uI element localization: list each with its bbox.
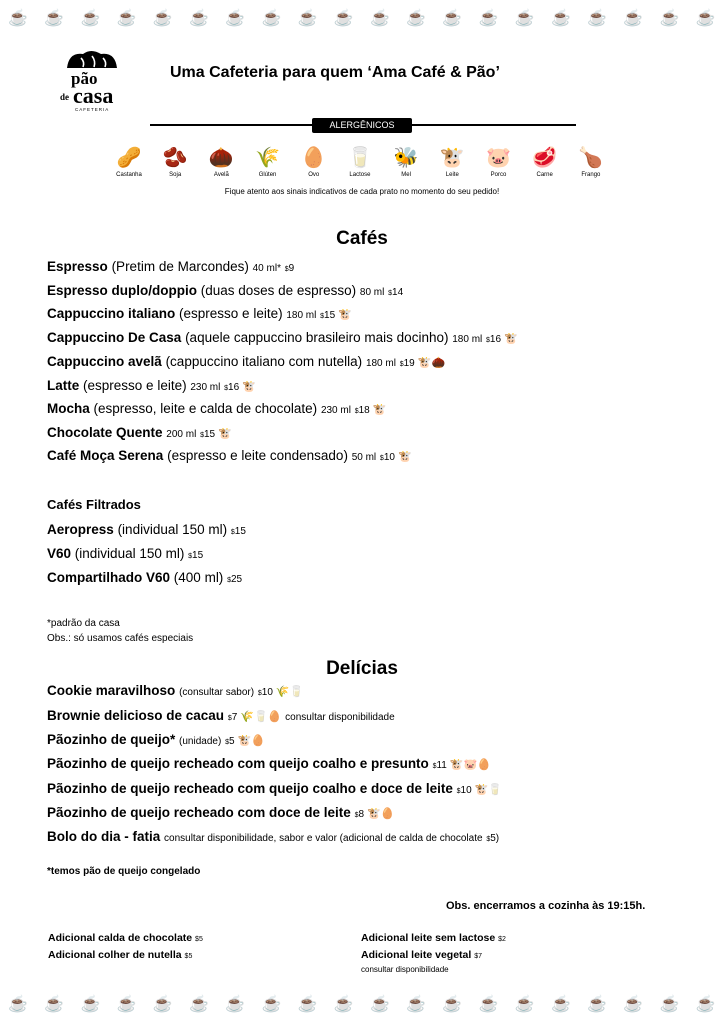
menu-item-price: 5 (228, 736, 235, 747)
allergen-frango (572, 146, 610, 178)
allergen-label: Glúten (258, 172, 277, 178)
section-title-filtrados: Cafés Filtrados (47, 497, 141, 512)
currency-symbol: $ (227, 577, 231, 584)
coffee-cup-icon: ☕ (189, 10, 209, 27)
add-on-price: 5 (188, 953, 193, 960)
allergen-label: Avelã (213, 172, 229, 178)
coffee-cup-icon: ☕ (623, 996, 644, 1013)
add-on-label: Adicional calda de chocolate (48, 932, 193, 944)
menu-item-desc: (individual 150 ml) (117, 522, 228, 537)
logo-text-cafeteria: CAFETERIA (75, 107, 110, 112)
currency-symbol: $ (498, 936, 503, 943)
add-on-label: Adicional leite sem lactose (361, 932, 496, 944)
allergen-label: Carne (536, 172, 553, 178)
allergen-icons: 🐮 (372, 404, 387, 416)
coffee-cup-icon: ☕ (406, 10, 427, 27)
allergen-castanha (110, 146, 148, 178)
currency-symbol: $ (486, 337, 490, 344)
house-standard-note: *padrão da casa (47, 618, 120, 629)
menu-item-price: 16 (489, 334, 502, 345)
currency-symbol: $ (379, 455, 384, 462)
menu-item-price: 19 (403, 358, 415, 369)
menu-item-desc: (Pretim de Marcondes) (111, 259, 249, 274)
menu-item-price: 15 (203, 429, 216, 440)
menu-item-name: Brownie delicioso de cacau (47, 708, 225, 723)
allergen-label: Ovo (308, 172, 320, 178)
allergen-glúten (249, 146, 287, 178)
add-on-label: Adicional leite vegetal (361, 949, 472, 961)
menu-item-size: 80 ml (359, 287, 385, 298)
add-on-item (48, 949, 192, 961)
menu-item-name: Pãozinho de queijo recheado com doce de leite (47, 805, 351, 820)
allergen-label: Castanha (116, 172, 142, 178)
coffee-cup-icon: ☕ (695, 996, 716, 1013)
menu-item-name: Cappuccino avelã (47, 354, 162, 369)
menu-item-name: Bolo do dia - fatia (47, 829, 161, 844)
section-title-cafes: Cafés (336, 228, 388, 249)
menu-item-availability: consultar disponibilidade (285, 712, 395, 723)
meat-icon: 🥩 (532, 147, 558, 169)
coffee-cup-icon: ☕ (333, 10, 354, 27)
menu-item-desc: (consultar sabor) (179, 687, 255, 698)
currency-symbol: $ (432, 763, 437, 770)
menu-item-name: Pãozinho de queijo recheado com queijo coalho e presunto (47, 756, 429, 771)
menu-item-price: 25 (230, 574, 243, 585)
specialty-coffee-note: Obs.: só usamos cafés especiais (47, 633, 194, 644)
menu-item-desc: (espresso e leite condensado) (167, 448, 348, 463)
currency-symbol: $ (227, 715, 232, 722)
coffee-cup-icon: ☕ (370, 10, 390, 27)
coffee-cup-icon: ☕ (8, 996, 29, 1013)
section-title-delicias: Delícias (326, 658, 398, 679)
allergen-icons: 🐮🥛 (474, 784, 503, 796)
coffee-cup-icon: ☕ (478, 10, 499, 27)
menu-item-cafe (47, 330, 518, 345)
menu-item-name: Cappuccino De Casa (47, 330, 182, 345)
pig-icon: 🐷 (486, 147, 511, 169)
allergens-label: ALERGÊNICOS (312, 118, 412, 133)
menu-item-size: 230 ml (190, 382, 221, 393)
add-on-label: Adicional colher de nutella (48, 949, 182, 961)
menu-item-name: Compartilhado V60 (47, 570, 171, 585)
bee-icon: 🐝 (393, 147, 419, 169)
add-on-item (48, 932, 203, 944)
menu-item-size: 180 ml (452, 334, 483, 345)
currency-symbol: $ (200, 432, 204, 439)
logo-text-de: de (60, 92, 69, 102)
allergens-legend (110, 146, 610, 178)
coffee-cup-icon: ☕ (8, 10, 29, 27)
add-on-item (361, 949, 482, 961)
soy-icon: 🫘 (162, 147, 188, 169)
menu-item-price: 10 (460, 785, 472, 796)
add-on-item (361, 932, 506, 944)
menu-item-desc: (espresso, leite e calda de chocolate) (93, 401, 318, 416)
coffee-cup-icon: ☕ (587, 10, 608, 27)
coffee-cup-icon: ☕ (623, 10, 644, 27)
coffee-cup-icon: ☕ (189, 996, 209, 1013)
coffee-cup-icon: ☕ (80, 10, 101, 27)
menu-item-size: 180 ml (365, 358, 396, 369)
chicken-icon: 🍗 (578, 147, 604, 169)
menu-item-name: Cappuccino italiano (47, 306, 176, 321)
allergen-porco (480, 146, 518, 178)
coffee-cup-icon: ☕ (333, 996, 354, 1013)
kitchen-closing-note: Obs. encerramos a cozinha às 19:15h. (446, 900, 646, 912)
coffee-cup-icon: ☕ (297, 10, 318, 27)
allergen-icons: 🌾🥛🥚 (240, 711, 282, 723)
menu-item-price: 11 (436, 760, 447, 771)
menu-item-price: 15 (192, 550, 204, 561)
menu-item-price: 18 (358, 405, 370, 416)
allergen-icons: 🐮 (504, 333, 518, 345)
coffee-cup-icon: ☕ (659, 10, 680, 27)
currency-symbol: $ (188, 553, 193, 560)
currency-symbol: $ (388, 290, 393, 297)
menu-item-desc: consultar disponibilidade, sabor e valor (adicional de calda de chocolate (164, 833, 483, 844)
menu-item-name: Espresso duplo/doppio (47, 283, 198, 298)
menu-item-cafe (47, 448, 412, 463)
allergen-icons: 🐮 (242, 381, 256, 393)
coffee-cup-icon: ☕ (514, 10, 535, 27)
menu-item-desc: (espresso e leite) (83, 378, 187, 393)
menu-item-desc: (unidade) (179, 736, 222, 747)
allergen-label: Porco (490, 172, 507, 178)
coffee-cup-icon: ☕ (44, 10, 65, 27)
currency-symbol: $ (399, 361, 404, 368)
logo-text-pao: pão (71, 69, 98, 88)
allergen-ovo (295, 146, 333, 178)
menu-item-cafe (47, 425, 232, 440)
currency-symbol: $ (354, 812, 359, 819)
menu-item-delicia (47, 683, 303, 698)
nut-icon: 🥜 (116, 147, 142, 169)
menu-item-name: Cookie maravilhoso (47, 683, 176, 698)
menu-item-size: 200 ml (166, 429, 197, 440)
menu-item-name: Chocolate Quente (47, 425, 163, 440)
allergen-icons: 🐮 (218, 428, 232, 440)
menu-item-delicia (47, 805, 394, 820)
coffee-cup-icon: ☕ (370, 996, 390, 1013)
menu-item-price: 5 (490, 833, 496, 844)
coffee-cup-icon: ☕ (225, 10, 246, 27)
menu-item-name: Latte (47, 378, 80, 393)
coffee-cup-icon: ☕ (587, 996, 608, 1013)
coffee-cup-icon: ☕ (297, 996, 318, 1013)
coffee-cup-icon: ☕ (514, 996, 535, 1013)
menu-item-desc: (duas doses de espresso) (200, 283, 357, 298)
currency-symbol: $ (225, 739, 229, 746)
pao-de-casa-logo (57, 48, 127, 114)
allergen-icons: 🌾🥛 (275, 686, 304, 698)
menu-item-price: 8 (358, 809, 365, 820)
currency-symbol: $ (224, 385, 229, 392)
menu-item-cafe (47, 259, 294, 274)
menu-item-name: V60 (47, 546, 72, 561)
add-on-price: 7 (478, 953, 483, 960)
page-title: Uma Cafeteria para quem ‘Ama Café & Pão’ (170, 64, 500, 81)
add-on-price: 2 (502, 936, 506, 943)
egg-icon: 🥚 (301, 147, 327, 169)
currency-symbol: $ (230, 529, 235, 536)
coffee-cup-icon: ☕ (442, 10, 463, 27)
menu-item-bolo (47, 829, 499, 844)
menu-item-desc: (400 ml) (173, 570, 224, 585)
wheat-icon: 🌾 (255, 147, 281, 169)
coffee-cup-icon: ☕ (225, 996, 246, 1013)
currency-symbol: $ (195, 936, 199, 943)
menu-item-price: 16 (228, 382, 240, 393)
menu-item-name: Espresso (47, 259, 108, 274)
coffee-cup-icon: ☕ (406, 996, 427, 1013)
currency-symbol: $ (184, 953, 189, 960)
menu-item-name: Pãozinho de queijo recheado com queijo coalho e doce de leite (47, 781, 453, 796)
menu-item-delicia (47, 732, 265, 747)
cow-icon: 🐮 (439, 147, 465, 169)
allergen-label: Lactose (349, 172, 371, 178)
coffee-cup-icon: ☕ (659, 996, 680, 1013)
closing-paren: ) (495, 833, 500, 844)
menu-item-desc: (espresso e leite) (179, 306, 283, 321)
currency-symbol: $ (474, 953, 479, 960)
coffee-cup-icon: ☕ (116, 10, 137, 27)
currency-symbol: $ (284, 266, 289, 273)
menu-item-price: 7 (231, 712, 238, 723)
menu-item-desc: (individual 150 ml) (74, 546, 185, 561)
coffee-cup-icon: ☕ (261, 996, 282, 1013)
menu-item-size: 230 ml (320, 405, 351, 416)
menu-item-cafe (47, 306, 352, 321)
menu-item-filtrado (47, 570, 242, 585)
menu-item-name: Mocha (47, 401, 90, 416)
add-on-price: 5 (198, 936, 203, 943)
menu-item-cafe (47, 354, 445, 369)
menu-item-price: 10 (383, 452, 395, 463)
allergen-label: Soja (169, 172, 182, 178)
coffee-cup-icon: ☕ (550, 996, 571, 1013)
allergen-icons: 🐮 (338, 309, 352, 321)
menu-item-delicia (47, 781, 502, 796)
coffee-cup-icon: ☕ (550, 10, 571, 27)
logo-text-casa: casa (73, 83, 114, 108)
coffee-cup-icon: ☕ (152, 10, 173, 27)
menu-item-delicia (47, 756, 491, 771)
menu-item-cafe (47, 401, 386, 416)
hazelnut-icon: 🌰 (208, 147, 234, 169)
allergen-avelã (202, 146, 240, 178)
menu-item-price: 15 (234, 526, 246, 537)
allergen-leite (433, 146, 471, 178)
decorative-cup-border-bottom (0, 994, 724, 1014)
currency-symbol: $ (486, 836, 491, 843)
menu-item-size: 50 ml (351, 452, 377, 463)
menu-item-cafe (47, 378, 256, 393)
menu-item-name: Pãozinho de queijo* (47, 732, 176, 747)
currency-symbol: $ (456, 788, 461, 795)
allergen-carne (526, 146, 564, 178)
coffee-cup-icon: ☕ (261, 10, 282, 27)
allergens-note: Fique atento aos sinais indicativos de cada prato no momento do seu pedido! (224, 187, 500, 196)
menu-item-desc: (aquele cappuccino brasileiro mais docinho) (185, 330, 449, 345)
allergen-icons: 🐮🌰 (417, 357, 446, 369)
menu-item-price: 9 (288, 263, 295, 274)
allergen-icons: 🐮 (397, 451, 412, 463)
menu-item-cafe (47, 283, 403, 298)
coffee-cup-icon: ☕ (80, 996, 101, 1013)
allergen-label: Mel (401, 172, 411, 178)
currency-symbol: $ (257, 690, 262, 697)
coffee-cup-icon: ☕ (44, 996, 65, 1013)
coffee-cup-icon: ☕ (116, 996, 137, 1013)
coffee-cup-icon: ☕ (152, 996, 173, 1013)
menu-item-price: 14 (392, 287, 404, 298)
menu-item-name: Café Moça Serena (47, 448, 164, 463)
menu-item-price: 15 (324, 310, 336, 321)
coffee-cup-icon: ☕ (695, 10, 716, 27)
menu-item-delicia (47, 708, 395, 723)
menu-item-price: 10 (261, 687, 273, 698)
allergen-label: Leite (445, 172, 459, 178)
allergen-icons: 🐮🥚 (237, 735, 265, 747)
allergen-soja (156, 146, 194, 178)
currency-symbol: $ (320, 313, 325, 320)
menu-item-name: Aeropress (47, 522, 114, 537)
decorative-cup-border-top (0, 8, 724, 28)
allergen-icons: 🐮🥚 (367, 808, 395, 820)
menu-item-size: 40 ml* (252, 263, 281, 274)
menu-item-size: 180 ml (286, 310, 317, 321)
allergen-icons: 🐮🐷🥚 (449, 759, 491, 771)
menu-item-filtrado (47, 546, 203, 561)
allergen-lactose (341, 146, 379, 178)
allergen-mel (387, 146, 425, 178)
coffee-cup-icon: ☕ (478, 996, 499, 1013)
currency-symbol: $ (354, 408, 359, 415)
menu-item-desc: (cappuccino italiano com nutella) (165, 354, 363, 369)
milk-carton-icon: 🥛 (347, 147, 373, 169)
add-ons-availability-note: consultar disponibilidade (361, 965, 449, 974)
coffee-cup-icon: ☕ (442, 996, 463, 1013)
frozen-cheese-bread-note: *temos pão de queijo congelado (47, 866, 201, 877)
menu-item-filtrado (47, 522, 246, 537)
allergen-label: Frango (581, 172, 601, 178)
